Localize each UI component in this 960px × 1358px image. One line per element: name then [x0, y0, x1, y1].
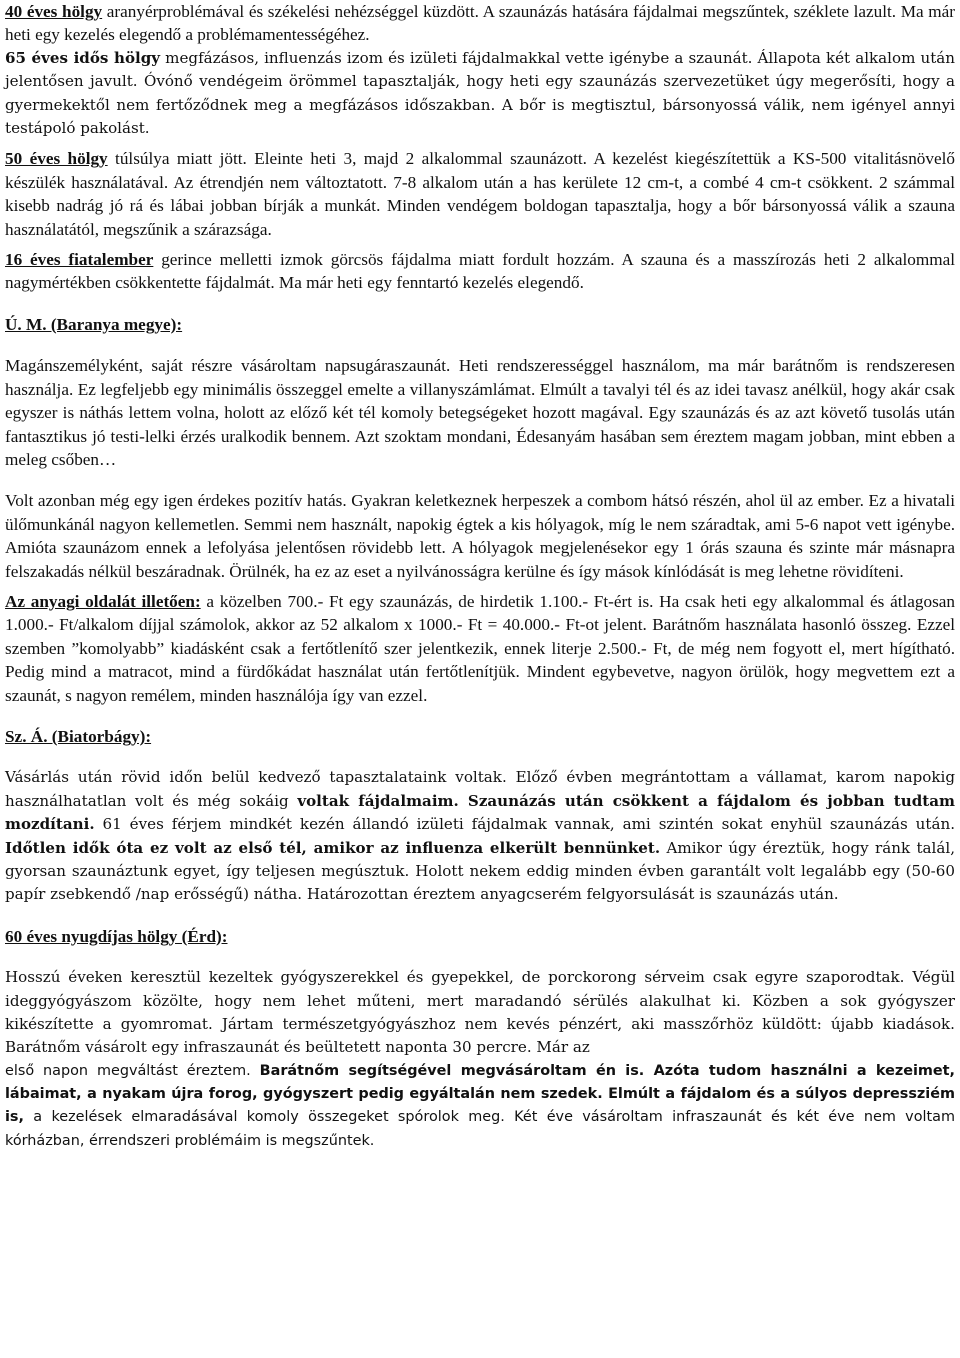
testimonial-40-year-old-woman: [5, 0, 955, 47]
paragraph-um-costs: [5, 590, 955, 707]
paragraph-um-herpes: Volt azonban még egy igen érdekes pozitív hatás. Gyakran keletkeznek herpeszek a combom hátsó részén, ahol ül az ember. Ez a hivatali ülőmunkánál nagyon kellemetlen. Semmi nem használt, napokig égtek a kis hólyagok, míg le nem száradtak, ami 5-6 napot vett igénybe. Amióta szaunázom ennek a lefolyása jelentősen rövidebb lett. A hólyagok megjelenésekor egy 1 órás szauna és szinte már másnapra felszakadás nélkül beszáradnak. Örülnék, ha ez az eset a nyilvánosságra kerülne és így mások kínlódását is meg lehetne rövidíteni.: [5, 491, 955, 581]
testimonial-text: megfázásos, influenzás izom és izületi fájdalmakkal vette igénybe a szaunát. Állapota két alkalom után jelentősen javult. Óvónő vendégeim örömmel tapasztalják, hogy heti egy szaunázás szervezetüket úgy megerősíti, hogy a gyermekektől nem fertőződnek meg a megfázásos időszakban. A bőr is megtisztul, bársonyossá válik, nem igényel annyi testápoló pakolást.: [5, 48, 956, 138]
testimonial-subject: 50 éves hölgy: [5, 149, 108, 169]
paragraph-text: 61 éves férjem mindkét kezén állandó izületi fájdalmak vannak, ami szintén sokat enyhül szaunázás után.: [94, 815, 955, 834]
testimonial-subject: 65 éves idős hölgy: [5, 48, 161, 67]
paragraph-text: Vásárlás után rövid időn belül kedvező tapasztalataink voltak. Előző évben megrántottam a vállamat, karom napokig használhatatlan volt és még sokáig: [5, 768, 955, 810]
testimonial-subject: 40 éves hölgy: [5, 2, 103, 21]
paragraph-sza-experience: [5, 766, 955, 906]
testimonial-text: túlsúlya miatt jött. Eleinte heti 3, majd 2 alkalommal szaunázott. A kezelést kiegészítettük a KS-500 vitalitásnövelő készülék használatával. Az étrendjén nem változtatott. 7-8 alkalom után a has kerülete 12 cm-t, a combé 4 cm-t csökkent. 2 számmal kisebb nadrág jó rá és lábai jobban bírják a munkát. Minden vendégem boldogan tapasztalja, hogy a bőr bársonyossá válik a szauna használatától, megszűnik a szárazsága.: [5, 149, 955, 239]
section-heading-um-baranya: Ú. M. (Baranya megye):: [5, 314, 183, 334]
section-heading-60-year-old-erd: 60 éves nyugdíjas hölgy (Érd):: [5, 926, 228, 946]
emphasis-text: voltak fájdalmaim. Szaunázás után csökkent a fájdalom és jobban tudtam mozdítani.: [5, 791, 955, 834]
testimonial-subject: 16 éves fiatalember: [5, 250, 154, 270]
section-heading-sza-biatorbagy: Sz. Á. (Biatorbágy):: [5, 726, 152, 746]
paragraph-erd-history: Hosszú éveken keresztül kezeltek gyógyszerekkel és gyepekkel, de porckorong sérveim csak egyre szaporodtak. Végül ideggyógyászom közölte, hogy nem lehet műteni, mert maradandó sérülés alakulhat ki. Közben a sok gyógyszer kikészítette a gyomromat. Jártam természetgyógyászhoz nem kevés pénzért, aki masszőrhöz küldött: újabb kiadások. Barátnőm vásárolt egy infraszaunát és beültetett naponta 30 percre. Már az: [5, 968, 955, 1057]
paragraph-text: Amikor úgy éreztük, hogy ránk talál, gyorsan szaunáztunk egyet, így teljesen megúsztuk. Holott nekem eddig minden évben garantált volt legalább egy (50-60 papír zsebkendő /nap erősségű) nátha. Határozottan éreztem anyagcserém felgyorsulását is szaunázás után.: [5, 838, 955, 904]
paragraph-text: a kezelések elmaradásával komoly összegeket spórolok meg. Két éve vásároltam infraszaunát és két éve nem voltam kórházban, érrendszeri problémáim is megszűntek.: [5, 1109, 955, 1149]
testimonial-16-year-old-man: [5, 248, 955, 295]
emphasis-text: Időtlen idők óta ez volt az első tél, amikor az influenza elkerült bennünket.: [5, 838, 661, 857]
emphasis-text: Barátnőm segítségével megvásároltam én is. Azóta tudom használni a kezeimet, lábaimat, a nyakam újra forog, gyógyszert pedig egyáltalán nem szedek. Elmúlt a fájdalom és a súlyos depressziém is,: [5, 1062, 955, 1126]
testimonial-50-year-old-woman: [5, 147, 955, 241]
testimonial-text: aranyérproblémával és székelési nehézséggel küzdött. A szaunázás hatására fájdalmai megszűntek, széklete lazult. Ma már heti egy kezelés elegendő a problémamentességéhez.: [5, 2, 956, 45]
testimonial-65-year-old-woman: [5, 47, 955, 141]
paragraph-um-experience: Magánszemélyként, saját részre vásároltam napsugáraszaunát. Heti rendszerességgel használom, ma már barátnőm is rendszeresen használja. Ez legfeljebb egy minimális összeggel emelte a villanyszámlámat. Elmúlt a tavalyi tél és az idei tavasz anélkül, hogy akár csak egyszer is náthás lettem volna, holott az előző két tél komoly betegségeket hozott magával. Egy szaunázás és az azt követő tusolás után fantasztikus jó testi-lelki érzés uralkodik bennem. Azt szoktam mondani, Édesanyám hasában sem éreztem magam jobban, mint ebben a meleg csőben…: [5, 356, 955, 469]
paragraph-text: első napon megváltást éreztem.: [5, 1062, 260, 1079]
costs-lead: Az anyagi oldalát illetően:: [5, 591, 201, 611]
costs-text: a közelben 700.- Ft egy szaunázás, de hirdetik 1.100.- Ft-ért is. Ha csak heti egy alkalommal és átlagosan 1.000.- Ft/alkalom díjjal számolok, akkor az 52 alkalom x 1000.- Ft = 40.000.- Ft-ot jelent. Barátnőm használata hasonló összeg. Ezzel szemben ”komolyabb” kiadásként csak a fertőtlenítő szer jelentkezik, ennek literje 2.500.- Ft, de még nem fogyott el, mert hígítható. Pedig mind a matracot, mind a fürdőkádat használat után fertőtlenítjük. Mindent egybevetve, nagyon örülök, hogy megvettem ezt a szaunát, s nagyon remélem, minden használója így van ezzel.: [5, 591, 955, 705]
testimonial-text: gerince melletti izmok görcsös fájdalma miatt fordult hozzám. A szauna és a masszírozás heti 2 alkalommal nagymértékben csökkentette fájdalmát. Ma már heti egy fenntartó kezelés elegendő.: [5, 250, 955, 293]
paragraph-erd-relief: [5, 1060, 955, 1153]
